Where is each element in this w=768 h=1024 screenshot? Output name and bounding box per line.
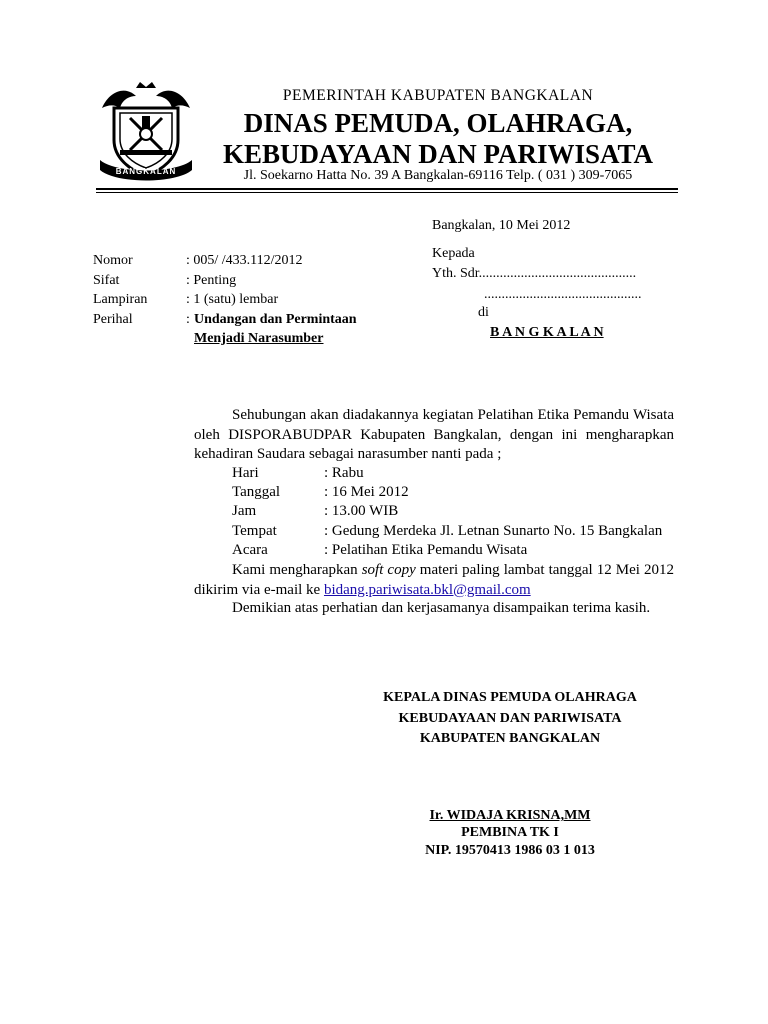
- request-text-start: Kami mengharapkan: [232, 562, 362, 578]
- sifat-value: : Penting: [186, 273, 237, 288]
- lampiran-label: Lampiran: [93, 292, 148, 307]
- signature-title-line1: KEPALA DINAS PEMUDA OLAHRAGA: [383, 690, 637, 705]
- body-opening-paragraph: Sehubungan akan diadakannya kegiatan Pelatihan Etika Pemandu Wisata oleh DISPORABUDPAR Kabupaten Bangkalan, dengan ini mengharapkan kehadiran Saudara sebagai narasumber nanti pada ;: [194, 407, 674, 463]
- detail-label-tanggal: Tanggal: [232, 484, 281, 500]
- bangkalan-crest-logo: [96, 78, 196, 188]
- signature-title-line2: KEBUDAYAAN DAN PARIWISATA: [398, 711, 622, 726]
- signature-title-line3: KABUPATEN BANGKALAN: [419, 731, 601, 746]
- sifat-label: Sifat: [93, 273, 120, 288]
- recipient-yth: Yth. Sdr.............................................: [432, 266, 637, 281]
- signatory-name: Ir. WIDAJA KRISNA,MM: [429, 808, 591, 823]
- recipient-address-dots: .............................................: [484, 287, 642, 302]
- body-closing-line: Demikian atas perhatian dan kerjasamanya disampaikan terima kasih.: [232, 600, 651, 616]
- letterhead-agency-line1: DINAS PEMUDA, OLAHRAGA,: [243, 108, 633, 138]
- letterhead-rule: [96, 188, 678, 190]
- perihal-subject-line2: Menjadi Narasumber: [194, 331, 324, 346]
- detail-value-tempat: : Gedung Merdeka Jl. Letnan Sunarto No. 15 Bangkalan: [324, 523, 663, 539]
- email-link[interactable]: bidang.pariwisata.bkl@gmail.com: [323, 581, 531, 598]
- signatory-nip: NIP. 19570413 1986 03 1 013: [425, 843, 595, 858]
- detail-value-jam: : 13.00 WIB: [324, 503, 399, 519]
- letterhead-rule-thin: [96, 192, 678, 193]
- lampiran-value: : 1 (satu) lembar: [186, 292, 279, 307]
- perihal-colon: :: [186, 312, 190, 327]
- signatory-rank: PEMBINA TK I: [461, 825, 559, 840]
- detail-value-hari: : Rabu: [324, 465, 364, 481]
- svg-text:BANGKALAN: BANGKALAN: [115, 167, 177, 176]
- place-date: Bangkalan, 10 Mei 2012: [432, 218, 571, 233]
- request-text-middle: materi paling lambat tanggal 12 Mei 2012 dikirim via e-mail ke: [194, 562, 675, 598]
- perihal-label: Perihal: [93, 312, 133, 327]
- detail-value-acara: : Pelatihan Etika Pemandu Wisata: [324, 542, 528, 558]
- nomor-label: Nomor: [93, 253, 133, 268]
- recipient-di: di: [478, 305, 489, 320]
- perihal-subject-line1: Undangan dan Permintaan: [194, 312, 357, 327]
- nomor-value: : 005/ /433.112/2012: [186, 253, 303, 268]
- detail-value-tanggal: : 16 Mei 2012: [324, 484, 409, 500]
- detail-label-hari: Hari: [232, 465, 259, 481]
- detail-label-acara: Acara: [232, 542, 268, 558]
- request-text-soft-copy: soft copy: [361, 562, 416, 578]
- recipient-kepada: Kepada: [432, 246, 475, 261]
- letterhead-government-line: PEMERINTAH KABUPATEN BANGKALAN: [282, 87, 594, 104]
- letterhead-agency-line2: KEBUDAYAAN DAN PARIWISATA: [222, 139, 654, 169]
- body-request-paragraph: [194, 561, 674, 600]
- detail-label-jam: Jam: [232, 503, 257, 519]
- letterhead-address: Jl. Soekarno Hatta No. 39 A Bangkalan-69116 Telp. ( 031 ) 309-7065: [243, 168, 633, 183]
- detail-label-tempat: Tempat: [232, 523, 277, 539]
- recipient-city: B A N G K A L A N: [490, 325, 604, 340]
